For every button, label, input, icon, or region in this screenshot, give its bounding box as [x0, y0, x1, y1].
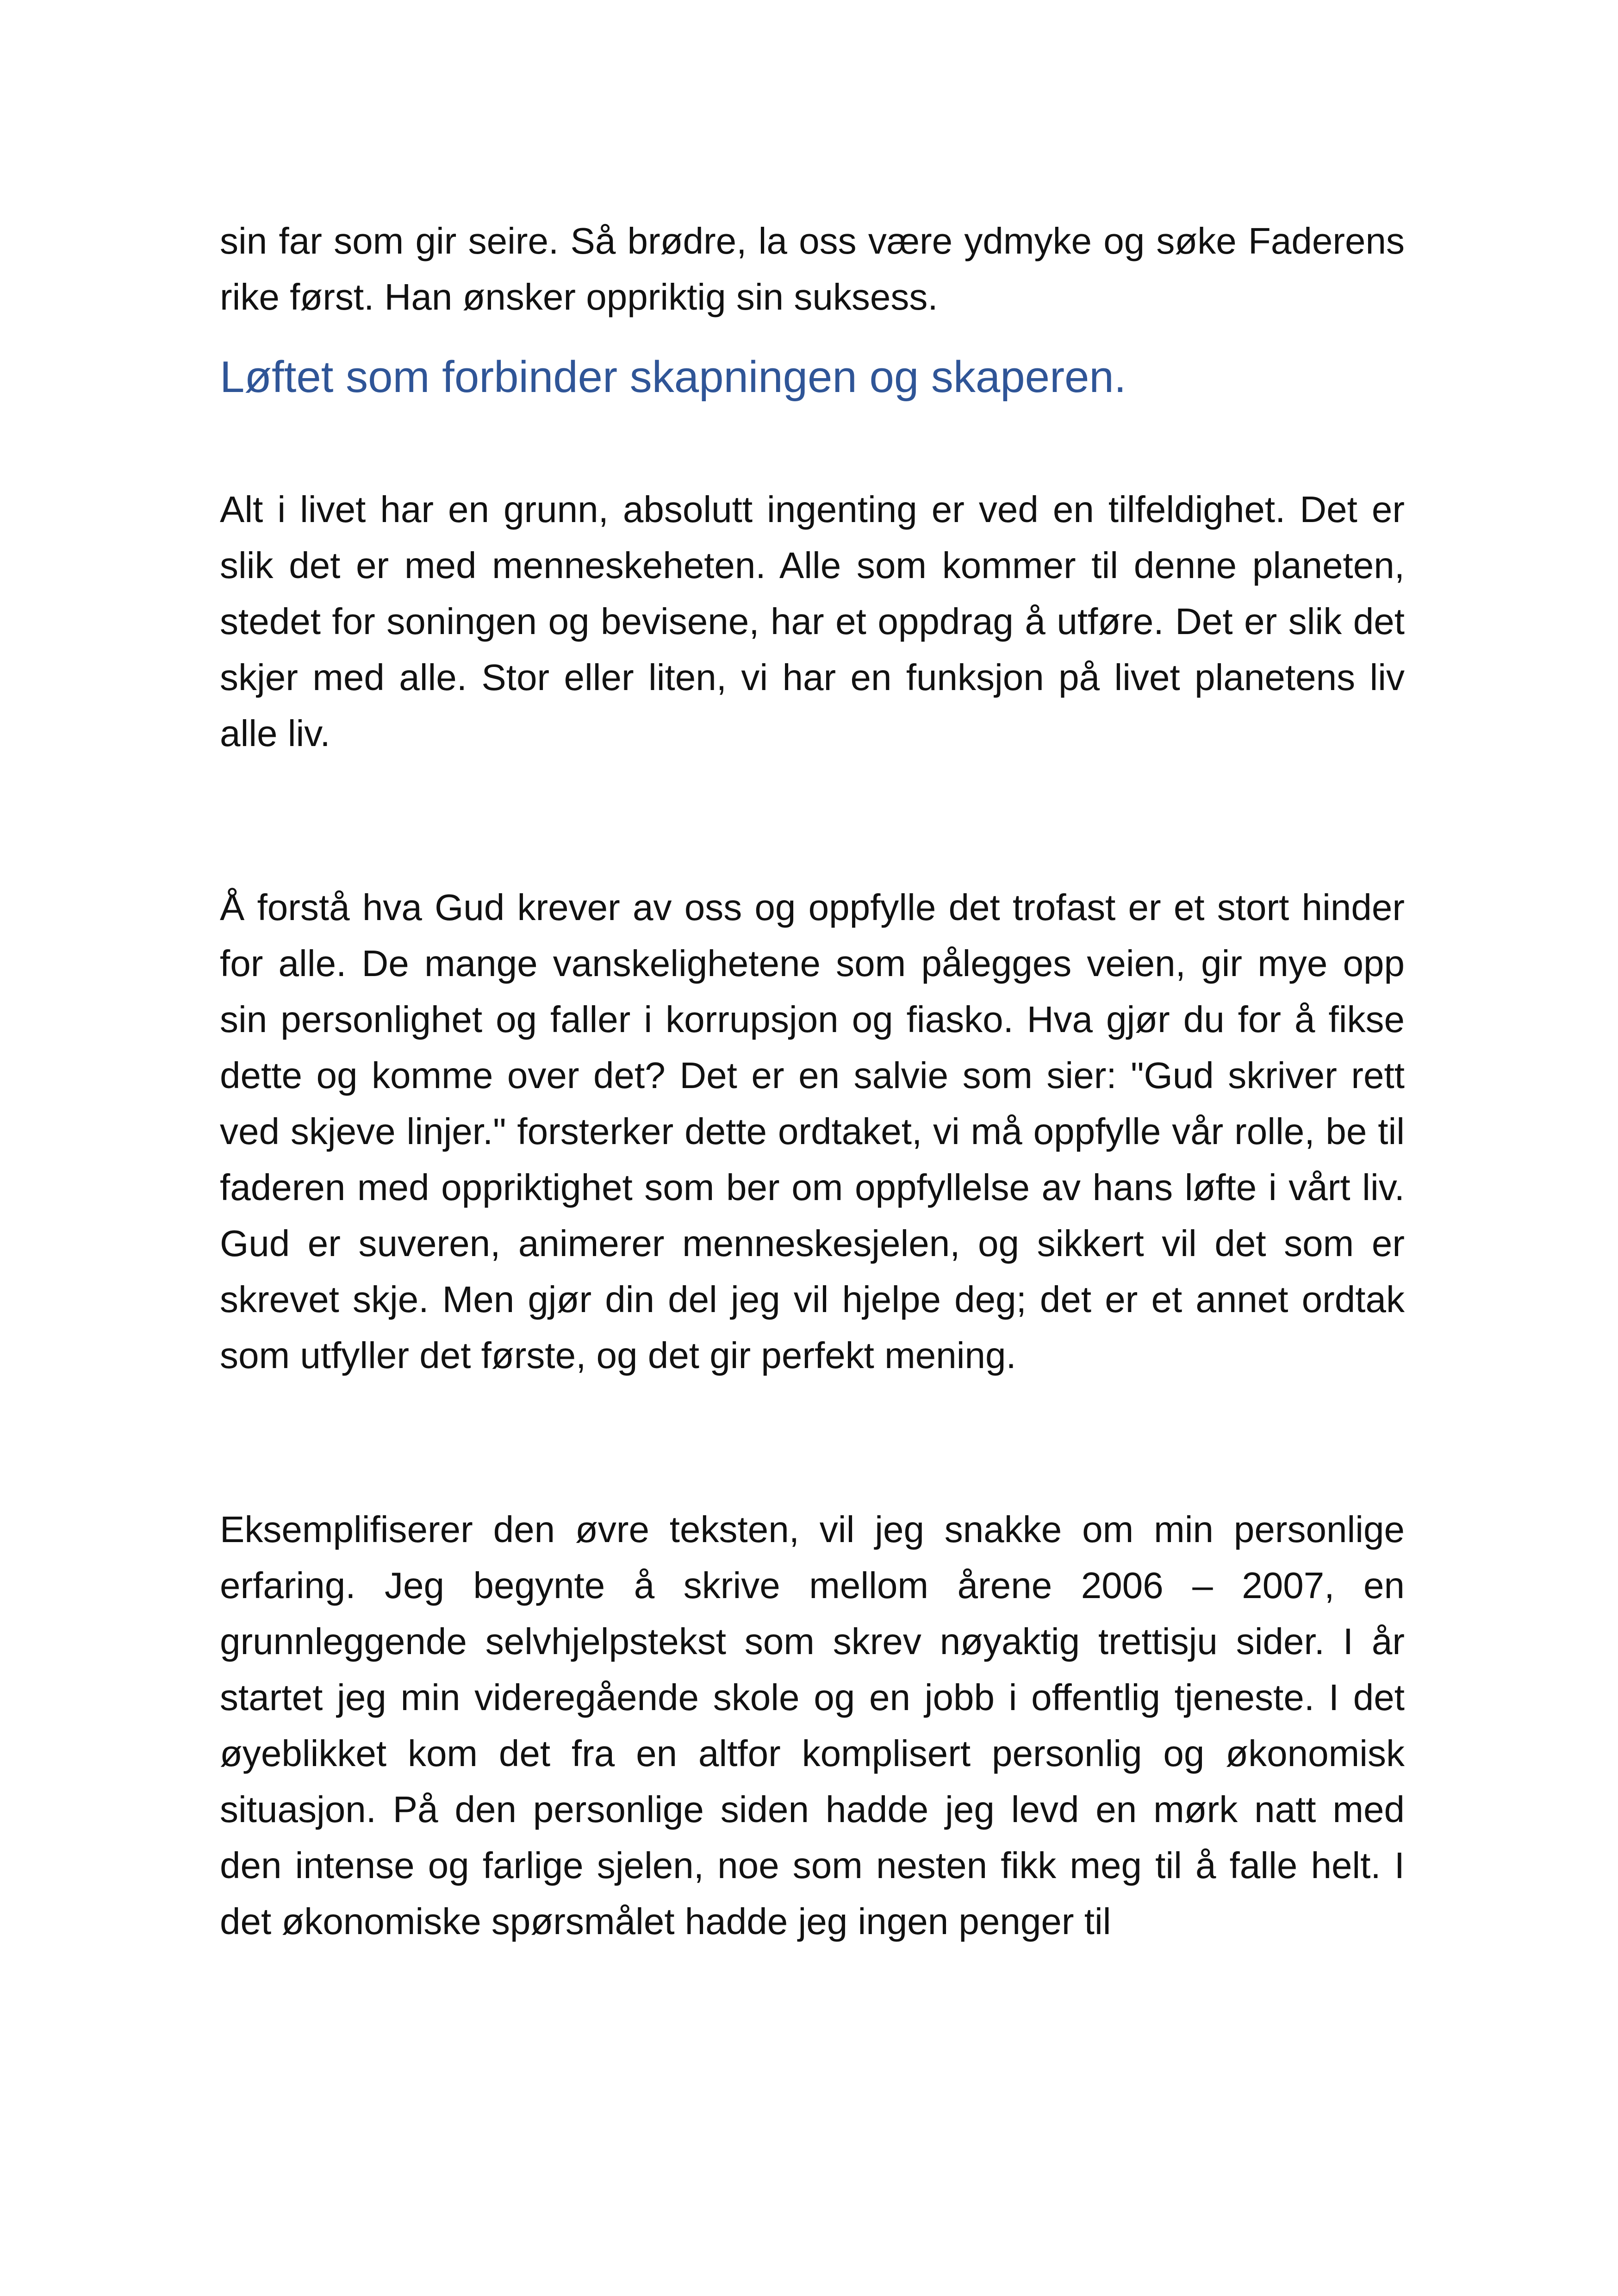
intro-paragraph: sin far som gir seire. Så brødre, la oss være ydmyke og søke Faderens rike først. Han ønsker oppriktig sin suksess.	[220, 220, 1405, 317]
body-paragraph-1: Alt i livet har en grunn, absolutt ingenting er ved en tilfeldighet. Det er slik det er med menneskeheten. Alle som kommer til denne planeten, stedet for soningen og bevisene, har et oppdrag å utføre. Det er slik det skjer med alle. Stor eller liten, vi har en funksjon på livet planetens liv alle liv.	[220, 489, 1405, 754]
body-paragraph-3: Eksemplifiserer den øvre teksten, vil jeg snakke om min personlige erfaring. Jeg begynte å skrive mellom årene 2006 – 2007, en grunnleggende selvhjelpstekst som skrev nøyaktig trettisju sider. I år startet jeg min videregående skole og en jobb i offentlig tjeneste. I det øyeblikket kom det fra en altfor komplisert personlig og økonomisk situasjon. På den personlige siden hadde jeg levd en mørk natt med den intense og farlige sjelen, noe som nesten fikk meg til å falle helt. I det økonomiske spørsmålet hadde jeg ingen penger til	[220, 1509, 1405, 1942]
body-paragraph-2: Å forstå hva Gud krever av oss og oppfylle det trofast er et stort hinder for alle. De mange vanskelighetene som pålegges veien, gir mye opp sin personlighet og faller i korrupsjon og fiasko. Hva gjør du for å fikse dette og komme over det? Det er en salvie som sier: "Gud skriver rett ved skjeve linjer." forsterker dette ordtaket, vi må oppfylle vår rolle, be til faderen med oppriktighet som ber om oppfyllelse av hans løfte i vårt liv. Gud er suveren, animerer menneskesjelen, og sikkert vil det som er skrevet skje. Men gjør din del jeg vil hjelpe deg; det er et annet ordtak som utfyller det første, og det gir perfekt mening.	[220, 887, 1405, 1376]
text-column	[220, 213, 1405, 1949]
section-heading: Løftet som forbinder skapningen og skaperen.	[220, 352, 1126, 402]
